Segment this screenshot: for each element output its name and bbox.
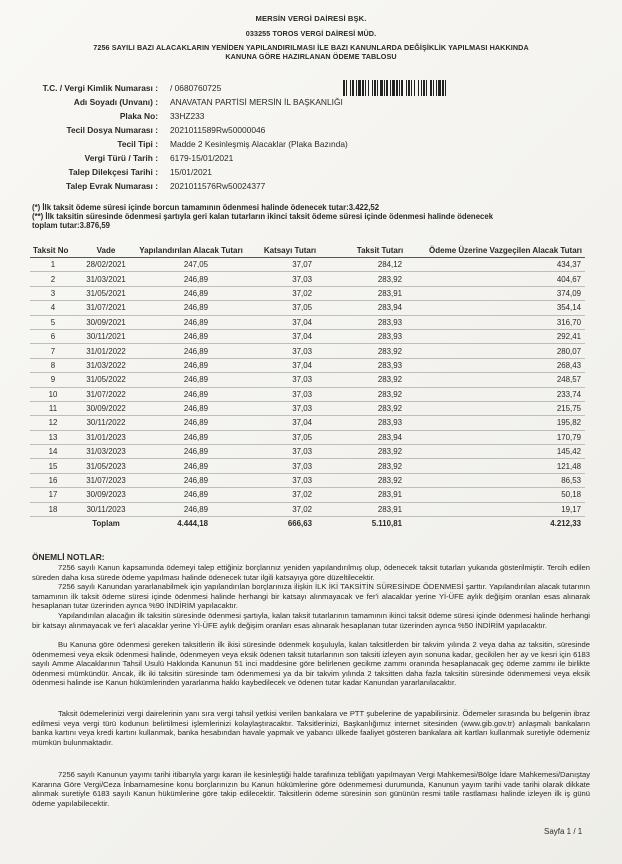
info-value: / 0680760725 <box>170 83 222 93</box>
note-paragraph: Yapılandırılan alacağın ilk taksitin süresinde ödenmesi şartıyla, kalan taksit tutarlarının tamamının ikinci taksit ödeme süresi içinde ödenmesi halinde herhangi bir katsayı alınmayacak ve fer'i alacaklar yerine Yİ-ÜFE aylık değişim oranları esas alınarak hesaplanan tutar üzerinden ayrıca %50 İNDİRİM yapılacaktır. <box>32 611 590 630</box>
table-cell: 121,48 <box>426 459 585 473</box>
table-cell: 195,82 <box>426 416 585 430</box>
table-row <box>30 473 585 487</box>
table-cell: 37,03 <box>246 272 334 286</box>
table-cell: 283,91 <box>334 286 426 300</box>
table-body <box>30 258 585 531</box>
table-cell: 246,89 <box>136 473 246 487</box>
table-cell: 248,57 <box>426 373 585 387</box>
table-cell: 31/07/2023 <box>76 473 136 487</box>
table-cell: 280,07 <box>426 344 585 358</box>
table-cell: 283,94 <box>334 430 426 444</box>
table-row <box>30 502 585 516</box>
table-cell: 246,89 <box>136 488 246 502</box>
table-row <box>30 358 585 372</box>
table-row <box>30 373 585 387</box>
table-cell: 246,89 <box>136 401 246 415</box>
table-cell: 170,79 <box>426 430 585 444</box>
column-header: Ödeme Üzerine Vazgeçilen Alacak Tutarı <box>426 246 585 258</box>
table-header-row <box>30 246 585 258</box>
table-cell: 7 <box>30 344 76 358</box>
table-cell: 19,17 <box>426 502 585 516</box>
table-cell: 246,89 <box>136 358 246 372</box>
info-row <box>20 139 610 150</box>
info-label: Talep Dilekçesi Tarihi : <box>68 167 158 177</box>
table-row <box>30 416 585 430</box>
total-cell: 4.212,33 <box>550 519 581 529</box>
table-cell: 246,89 <box>136 286 246 300</box>
info-row <box>20 97 610 108</box>
table-cell: 354,14 <box>426 301 585 315</box>
info-label: T.C. / Vergi Kimlik Numarası : <box>42 83 158 93</box>
info-value: 15/01/2021 <box>170 167 212 177</box>
table-cell: 37,04 <box>246 329 334 343</box>
table-cell: 31/03/2022 <box>76 358 136 372</box>
table-row <box>30 488 585 502</box>
table-cell: 37,02 <box>246 502 334 516</box>
table-cell: 30/11/2022 <box>76 416 136 430</box>
table-cell: 283,92 <box>334 401 426 415</box>
note-paragraph: 7256 sayılı Kanun kapsamında ödemeyi talep ettiğiniz borçlarınız yeniden yapılandırılmış olup, ödenecek taksit tutarları yukarıda gösterilmiştir. Tercih edilen süreden daha kısa sürede ödeme yapılması halinde ödenecek tutar ilgili katsayıya göre düzeltilecektir. <box>32 563 590 582</box>
table-cell: 37,03 <box>246 401 334 415</box>
table-cell: 283,91 <box>334 488 426 502</box>
column-header: Taksit Tutarı <box>334 246 426 258</box>
table-cell: 37,03 <box>246 344 334 358</box>
table-cell: 31/05/2021 <box>76 286 136 300</box>
table-cell: 30/09/2022 <box>76 401 136 415</box>
table-cell: 30/09/2023 <box>76 488 136 502</box>
table-cell: 15 <box>30 459 76 473</box>
law-title-line2: KANUNA GÖRE HAZIRLANAN ÖDEME TABLOSU <box>225 52 397 61</box>
table-cell: 246,89 <box>136 430 246 444</box>
table-cell: 31/07/2021 <box>76 301 136 315</box>
table-cell: 37,04 <box>246 416 334 430</box>
table-cell: 10 <box>30 387 76 401</box>
table-cell: 16 <box>30 473 76 487</box>
table-cell: 37,02 <box>246 488 334 502</box>
table-cell: 283,92 <box>334 473 426 487</box>
table-cell: 37,03 <box>246 387 334 401</box>
table-cell: 246,89 <box>136 272 246 286</box>
note-paragraph: Bu Kanuna göre ödenmesi gereken taksitlerin ilk ikisi süresinde ödenmek koşuluyla, kalan taksitlerden bir takvim yılında 2 veya daha az taksitin, süresinde ödenmemesi veya eksik ödenmesi halinde, ödenmeyen veya eksik ödenen taksit tutarlarının son taksiti izleyen ayın sonuna kadar, gecikilen her ay ve kesri için 6183 sayılı Amme Alacaklarının Tahsil Usulü Hakkında Kanunun 51 inci maddesine göre belirlenen gecikme zammı oranında hesaplanacak geç ödeme zammı ile birlikte ödenmesi mümkündür. Ancak, ilk iki taksitin süresinde tam ödenmemesi ya da bir takvim yılında 2 taksitten daha fazla taksitin süresinde ödenmemesi veya eksik ödenmesi halinde ise Kanun hükümlerinden yararlanma hakkı kaybedilecek ve ödenen tutar kadar Kanundan yararlanılacaktır. <box>32 640 590 688</box>
table-cell: 246,89 <box>136 344 246 358</box>
info-label: Plaka No: <box>119 111 158 121</box>
column-header: Katsayı Tutarı <box>246 246 334 258</box>
table-cell: 14 <box>30 445 76 459</box>
table-cell: 30/11/2021 <box>76 329 136 343</box>
second-installment-note-total: toplam tutar:3.876,59 <box>32 221 110 230</box>
law-title-line1: 7256 SAYILI BAZI ALACAKLARIN YENİDEN YAPILANDIRILMASI İLE BAZI KANUNLARDA DEĞİŞİKLİK YAPILMASI HAKKINDA <box>93 43 529 52</box>
table-cell: 246,89 <box>136 373 246 387</box>
table-cell: 37,03 <box>246 473 334 487</box>
page-number: Sayfa 1 / 1 <box>544 827 583 836</box>
table-cell: 37,04 <box>246 358 334 372</box>
table-cell: 404,67 <box>426 272 585 286</box>
info-value: ANAVATAN PARTİSİ MERSİN İL BAŞKANLIĞI <box>170 97 343 107</box>
table-cell: 246,89 <box>136 502 246 516</box>
table-cell: 246,89 <box>136 329 246 343</box>
table-cell: 283,92 <box>334 459 426 473</box>
table-row <box>30 445 585 459</box>
table-cell: 37,03 <box>246 459 334 473</box>
table-cell: 233,74 <box>426 387 585 401</box>
table-cell: 434,37 <box>426 258 585 272</box>
table-cell: 37,05 <box>246 430 334 444</box>
table-cell: 283,93 <box>334 416 426 430</box>
info-value: 33HZ233 <box>170 111 205 121</box>
table-row <box>30 401 585 415</box>
table-row <box>30 272 585 286</box>
table-cell: 37,03 <box>246 373 334 387</box>
table-cell: 37,07 <box>246 258 334 272</box>
info-row <box>20 111 610 122</box>
info-label: Adı Soyadı (Unvanı) : <box>73 97 158 107</box>
table-cell: 86,53 <box>426 473 585 487</box>
table-cell: 2 <box>30 272 76 286</box>
barcode-icon <box>343 80 559 96</box>
info-row <box>20 181 610 192</box>
info-label: Talep Evrak Numarası : <box>65 181 158 191</box>
info-value: Madde 2 Kesinleşmiş Alacaklar (Plaka Bazında) <box>170 139 348 149</box>
total-cell: 5.110,81 <box>371 519 402 529</box>
info-value: 2021011589Rw50000046 <box>170 125 266 135</box>
table-cell: 11 <box>30 401 76 415</box>
second-installment-note: (**) İlk taksitin süresinde ödenmesi şartıyla geri kalan tutarların ikinci taksit ödeme süresi içinde ödenmesi halinde ödenecek <box>32 212 494 221</box>
info-row <box>20 167 610 178</box>
tax-department-title: 033255 TOROS VERGİ DAİRESİ MÜD. <box>245 29 377 38</box>
table-cell: 31/03/2021 <box>76 272 136 286</box>
table-cell: 268,43 <box>426 358 585 372</box>
table-cell: 31/07/2022 <box>76 387 136 401</box>
info-value: 2021011576Rw50024377 <box>170 181 266 191</box>
info-row <box>20 125 610 136</box>
table-cell: 13 <box>30 430 76 444</box>
table-cell: 8 <box>30 358 76 372</box>
notes-title: ÖNEMLİ NOTLAR: <box>32 552 105 562</box>
table-cell: 284,12 <box>334 258 426 272</box>
table-cell: 12 <box>30 416 76 430</box>
info-label: Tecil Dosya Numarası : <box>66 125 158 135</box>
table-cell: 374,09 <box>426 286 585 300</box>
info-label: Vergi Türü / Tarih : <box>84 153 158 163</box>
table-cell: 247,05 <box>136 258 246 272</box>
table-cell: 246,89 <box>136 301 246 315</box>
table-row <box>30 387 585 401</box>
table-cell: 31/05/2023 <box>76 459 136 473</box>
note-paragraph: 7256 sayılı Kanunun yayımı tarihi itibarıyla yargı kararı ile kesinleştiği halde tarafınıza tebliğatı yapılmayan Vergi Mahkemesi/Bölge İdare Mahkemesi/Danıştay Kararına Göre Vergi/Ceza İnbarnamesine konu borçlarınızın bu Kanun hükümlerine göre ödenmemesi durumunda, Kanunun yayım tarihi vade tarihi olarak dikkate alınmak suretiyle 6183 sayılı Kanun hükümlerine göre takip edilecektir. Taksitlerin ödeme süresinin son gününün resmi tatile rastlaması halinde izleyen ilk iş günü ödeme yapılabilecektir. <box>32 770 590 808</box>
table-cell: 283,92 <box>334 373 426 387</box>
table-total-row <box>30 517 585 531</box>
column-header: Vade <box>76 246 136 258</box>
table-cell: 31/03/2023 <box>76 445 136 459</box>
table-cell: 283,93 <box>334 329 426 343</box>
table-row <box>30 430 585 444</box>
table-cell: 246,89 <box>136 459 246 473</box>
payment-table <box>30 246 585 530</box>
table-cell: 37,02 <box>246 286 334 300</box>
table-row <box>30 344 585 358</box>
info-row <box>20 153 610 164</box>
table-cell: 292,41 <box>426 329 585 343</box>
table-row <box>30 315 585 329</box>
info-value: 6179-15/01/2021 <box>170 153 234 163</box>
table-cell: 4 <box>30 301 76 315</box>
note-paragraph: Taksit ödemelerinizi vergi dairelerinin yanı sıra vergi tahsil yetkisi verilen bankalara ve PTT şubelerine de yapabilirsiniz. Ödemeler sırasında bu belgenin ibraz edilmesi veya vergi türü kodunun belirtilmesi işlemlerinizi kolaylaştıracaktır. Taksitlerinizi, Başkanlığımız internet sitesinden (www.gib.gov.tr) anlaşmalı bankaların banka kartını veya kredi kartını kullanmak, banka hesabından havale yapmak ve yabancı ülkede faaliyet gösteren bankalara ait kartları kullanmak suretiyle ödemeniz mümkün bulunmaktadır. <box>32 709 590 747</box>
total-cell <box>30 517 76 531</box>
table-cell: 30/09/2021 <box>76 315 136 329</box>
total-cell: Toplam <box>92 519 120 529</box>
table-row <box>30 459 585 473</box>
table-cell: 246,89 <box>136 315 246 329</box>
info-label: Tecil Tipi : <box>117 139 158 149</box>
table-cell: 5 <box>30 315 76 329</box>
table-row <box>30 258 585 272</box>
table-cell: 283,92 <box>334 344 426 358</box>
table-cell: 145,42 <box>426 445 585 459</box>
total-cell: 4.444,18 <box>177 519 208 529</box>
table-cell: 283,92 <box>334 445 426 459</box>
tax-office-title: MERSİN VERGİ DAİRESİ BŞK. <box>255 14 367 23</box>
table-cell: 31/01/2022 <box>76 344 136 358</box>
table-cell: 31/05/2022 <box>76 373 136 387</box>
table-cell: 37,03 <box>246 445 334 459</box>
table-cell: 283,92 <box>334 272 426 286</box>
table-cell: 18 <box>30 502 76 516</box>
table-cell: 283,91 <box>334 502 426 516</box>
column-header: Taksit No <box>30 246 76 258</box>
table-cell: 283,94 <box>334 301 426 315</box>
table-cell: 246,89 <box>136 387 246 401</box>
table-cell: 283,92 <box>334 387 426 401</box>
table-cell: 215,75 <box>426 401 585 415</box>
table-row <box>30 301 585 315</box>
table-cell: 17 <box>30 488 76 502</box>
table-cell: 37,05 <box>246 301 334 315</box>
table-cell: 1 <box>30 258 76 272</box>
table-cell: 28/02/2021 <box>76 258 136 272</box>
table-row <box>30 329 585 343</box>
total-cell: 666,63 <box>287 519 312 529</box>
table-cell: 246,89 <box>136 445 246 459</box>
table-cell: 31/01/2023 <box>76 430 136 444</box>
column-header: Yapılandırılan Alacak Tutarı <box>136 246 246 258</box>
full-payment-note: (*) İlk taksit ödeme süresi içinde borcun tamamının ödenmesi halinde ödenecek tutar:3.422,52 <box>32 203 380 212</box>
table-cell: 316,70 <box>426 315 585 329</box>
table-cell: 246,89 <box>136 416 246 430</box>
table-cell: 9 <box>30 373 76 387</box>
table-cell: 3 <box>30 286 76 300</box>
note-paragraph: 7256 sayılı Kanundan yararlanabilmek için yapılandırılan borçlarınıza ilişkin İLK İKİ TAKSİTİN SÜRESİNDE ÖDENMESİ şarttır. Yapılandırılan alacak tutarının tamamının ilk taksit ödeme süresi içinde ödenmesi halinde herhangi bir katsayı alınmayacak ve fer'i alacaklar yerine Yİ-ÜFE aylık değişim oranları esas alınarak hesaplanan tutar üzerinden ayrıca %90 İNDİRİM yapılacaktır. <box>32 582 590 611</box>
table-cell: 283,93 <box>334 315 426 329</box>
table-cell: 37,04 <box>246 315 334 329</box>
table-cell: 6 <box>30 329 76 343</box>
table-row <box>30 286 585 300</box>
barcode-bar <box>446 80 448 96</box>
table-cell: 283,93 <box>334 358 426 372</box>
table-cell: 30/11/2023 <box>76 502 136 516</box>
table-cell: 50,18 <box>426 488 585 502</box>
